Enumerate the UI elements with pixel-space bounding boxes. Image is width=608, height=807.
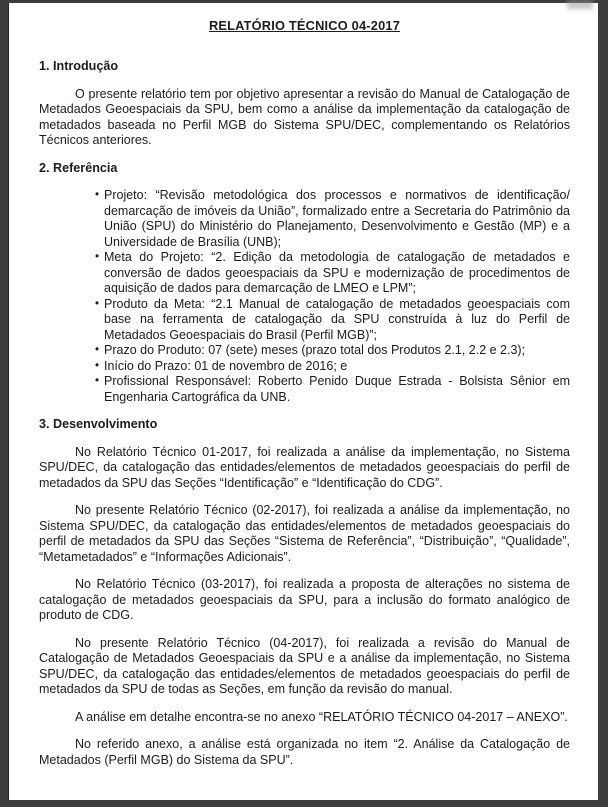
paragraph: No Relatório Técnico 01-2017, foi realizada a análise da implementação, no Sistema SPU/DEC, da catalogação das entidades/elementos de metadados geoespaciais do perfil de metadados da SPU das Seções “Identificação” e “Identificação do CDG”. bbox=[39, 444, 570, 490]
bullet-item: • Produto da Meta: “2.1 Manual de catalogação de metadados geoespaciais com base na ferramenta de catalogação da SPU construída à luz do Perfil de Metadados Geoespaciais do Brasil (Perfil MGB)”; bbox=[104, 297, 570, 344]
paragraph: No presente Relatório Técnico (04-2017), foi realizada a revisão do Manual de Catalogação de Metadados Geoespaciais da SPU e a análise da implementação, no Sistema SPU/DEC, da catalogação das entidades/elementos de metadados geoespaciais do perfil de metadados da SPU de todas as Seções, em função da revisão do manual. bbox=[39, 635, 570, 696]
bullet-item: • Profissional Responsável: Roberto Penido Duque Estrada - Bolsista Sênior em Engenharia Cartográfica da UNB. bbox=[104, 374, 570, 405]
document-title: RELATÓRIO TÉCNICO 04-2017 bbox=[208, 18, 401, 33]
bullet-item: • Início do Prazo: 01 de novembro de 2016; e bbox=[104, 359, 570, 375]
scan-smudge-artifact bbox=[567, 0, 593, 9]
paragraph: No presente Relatório Técnico (02-2017), foi realizada a análise da implementação, no Sistema SPU/DEC, da catalogação das entidades/elementos de metadados geoespaciais do perfil de metadados da SPU das Seções “Sistema de Referência”, “Distribuição”, “Qualidade”, “Metametadados” e “Informações Adicionais”. bbox=[39, 503, 570, 564]
bullet-item: • Prazo do Produto: 07 (sete) meses (prazo total dos Produtos 2.1, 2.2 e 2.3); bbox=[104, 343, 570, 359]
section-heading-1: 1. Introdução bbox=[39, 59, 119, 73]
bullet-item: • Projeto: “Revisão metodológica dos processos e normativos de identificação/ demarcação de imóveis da União”, formalizado entre a Secretaria do Patrimônio da União (SPU) do Ministério do Planejamento, Desenvolvimento e Gestão (MP) e a Universidade de Brasília (UNB); bbox=[104, 188, 570, 250]
paragraph: No Relatório Técnico (03-2017), foi realizada a proposta de alterações no sistema de catalogação de metadados geoespaciais da SPU, para a inclusão do formato analógico de produto de CDG. bbox=[39, 577, 570, 622]
document-sections bbox=[39, 59, 570, 768]
paragraph: No referido anexo, a análise está organizada no item “2. Análise da Catalogação de Metadados (Perfil MGB) do Sistema da SPU”. bbox=[39, 737, 570, 767]
section-heading-3: 3. Desenvolvimento bbox=[39, 417, 158, 431]
bullet-item: • Meta do Projeto: “2. Edição da metodologia de catalogação de metadados e conversão de dados geoespaciais da SPU e modernização de procedimentos de aquisição de dados para demarcação de LMEO e LPM”; bbox=[104, 250, 570, 297]
section-heading-2: 2. Referência bbox=[39, 160, 118, 175]
document-page bbox=[8, 3, 598, 800]
paragraph: O presente relatório tem por objetivo apresentar a revisão do Manual de Catalogação de Metadados Geoespaciais da SPU, bem como a análise da implementação da catalogação de metadados baseada no Perfil MGB do Sistema SPU/DEC, complementando os Relatórios Técnicos anteriores. bbox=[39, 86, 570, 147]
bullet-list bbox=[39, 188, 570, 405]
paragraph: A análise em detalhe encontra-se no anexo “RELATÓRIO TÉCNICO 04-2017 – ANEXO”. bbox=[75, 709, 568, 724]
